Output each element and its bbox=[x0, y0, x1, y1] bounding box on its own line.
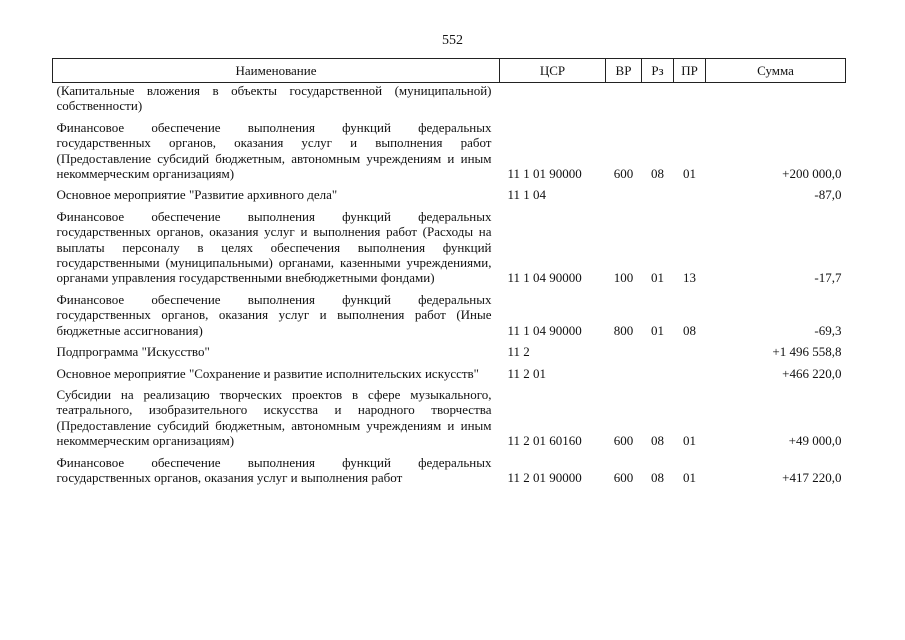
row-rz bbox=[642, 83, 674, 114]
page-number: 552 bbox=[442, 33, 463, 48]
row-vr bbox=[606, 366, 642, 381]
row-pr: 01 bbox=[683, 469, 696, 485]
row-rz: 01 bbox=[651, 270, 664, 286]
row-csr: 11 2 01 60160 bbox=[507, 433, 582, 449]
row-csr bbox=[500, 83, 606, 114]
row-name: Основное мероприятие "Сохранение и развитие исполнительских искусств" bbox=[56, 365, 479, 381]
row-vr bbox=[606, 83, 642, 114]
row-sum: -69,3 bbox=[814, 322, 842, 338]
row-rz: 08 bbox=[651, 469, 664, 485]
table-header-row bbox=[53, 59, 846, 83]
header-sum: Сумма bbox=[706, 59, 846, 83]
row-rz bbox=[642, 344, 674, 359]
row-sum: -17,7 bbox=[814, 270, 842, 286]
row-sum: +466 220,0 bbox=[782, 365, 842, 381]
row-pr: 01 bbox=[683, 433, 696, 449]
row-pr: 13 bbox=[683, 270, 696, 286]
row-sum: +49 000,0 bbox=[788, 433, 842, 449]
row-sum bbox=[706, 83, 846, 114]
header-pr: ПР bbox=[674, 59, 706, 83]
table-row bbox=[53, 344, 846, 359]
header-rz: Рз bbox=[642, 59, 674, 83]
row-sum: +1 496 558,8 bbox=[772, 344, 842, 360]
table-row bbox=[53, 120, 846, 182]
row-pr: 01 bbox=[683, 166, 696, 182]
row-csr: 11 1 01 90000 bbox=[507, 166, 582, 182]
row-vr: 800 bbox=[613, 322, 634, 338]
row-vr bbox=[606, 344, 642, 359]
row-rz bbox=[642, 366, 674, 381]
header-vr: ВР bbox=[606, 59, 642, 83]
table-row bbox=[53, 366, 846, 381]
row-csr: 11 2 bbox=[507, 344, 530, 360]
table-row bbox=[53, 292, 846, 338]
row-name: Финансовое обеспечение выполнения функций федеральных государственных органов, оказания услуг и выполнения работ bbox=[56, 454, 492, 485]
row-pr bbox=[674, 344, 706, 359]
row-csr: 11 1 04 90000 bbox=[507, 270, 582, 286]
row-rz: 08 bbox=[651, 433, 664, 449]
row-pr: 08 bbox=[683, 322, 696, 338]
row-rz bbox=[642, 187, 674, 202]
table-row bbox=[53, 387, 846, 449]
row-name: Финансовое обеспечение выполнения функций федеральных государственных органов, оказания услуг и выполнения работ (Предоставление субсидий бюджетным, автономным учреждениям и иным некоммерческим организациям) bbox=[56, 119, 492, 182]
table-row bbox=[53, 209, 846, 286]
row-rz: 08 bbox=[651, 166, 664, 182]
row-name: Финансовое обеспечение выполнения функций федеральных государственных органов, оказания услуг и выполнения работ (Иные бюджетные ассигнования) bbox=[56, 291, 492, 338]
row-name: Финансовое обеспечение выполнения функций федеральных государственных органов, оказания услуг и выполнения работ (Расходы на выплаты персоналу в целях обеспечения выполнения функций государственными (муниципальными) органами, казенными учреждениями, органами управления государственными внебюджетными фондами) bbox=[56, 208, 492, 286]
table-row bbox=[53, 455, 846, 486]
row-vr: 600 bbox=[613, 433, 634, 449]
row-pr bbox=[674, 366, 706, 381]
row-vr: 600 bbox=[613, 166, 634, 182]
row-sum: +417 220,0 bbox=[782, 469, 842, 485]
header-name: Наименование bbox=[53, 59, 500, 83]
row-sum: +200 000,0 bbox=[782, 166, 842, 182]
row-pr bbox=[674, 187, 706, 202]
row-name: Подпрограмма "Искусство" bbox=[56, 344, 210, 360]
row-csr: 11 1 04 90000 bbox=[507, 322, 582, 338]
row-vr bbox=[606, 187, 642, 202]
row-vr: 600 bbox=[613, 469, 634, 485]
budget-table bbox=[52, 58, 846, 485]
row-csr: 11 2 01 bbox=[507, 365, 547, 381]
header-csr: ЦСР bbox=[500, 59, 606, 83]
row-csr: 11 1 04 bbox=[507, 187, 547, 203]
row-name: Основное мероприятие "Развитие архивного дела" bbox=[56, 187, 338, 203]
row-pr bbox=[674, 83, 706, 114]
row-sum: -87,0 bbox=[814, 187, 842, 203]
row-csr: 11 2 01 90000 bbox=[507, 469, 582, 485]
row-name: (Капитальные вложения в объекты государственной (муниципальной) собственности) bbox=[56, 83, 492, 114]
table-row bbox=[53, 83, 846, 114]
row-vr: 100 bbox=[613, 270, 634, 286]
table-row bbox=[53, 187, 846, 202]
row-name: Субсидии на реализацию творческих проектов в сфере музыкального, театрального, изобразительного искусства и народного творчества (Предоставление субсидий бюджетным, автономным учреждениям и иным некоммерческим организациям) bbox=[56, 386, 492, 449]
row-rz: 01 bbox=[651, 322, 664, 338]
